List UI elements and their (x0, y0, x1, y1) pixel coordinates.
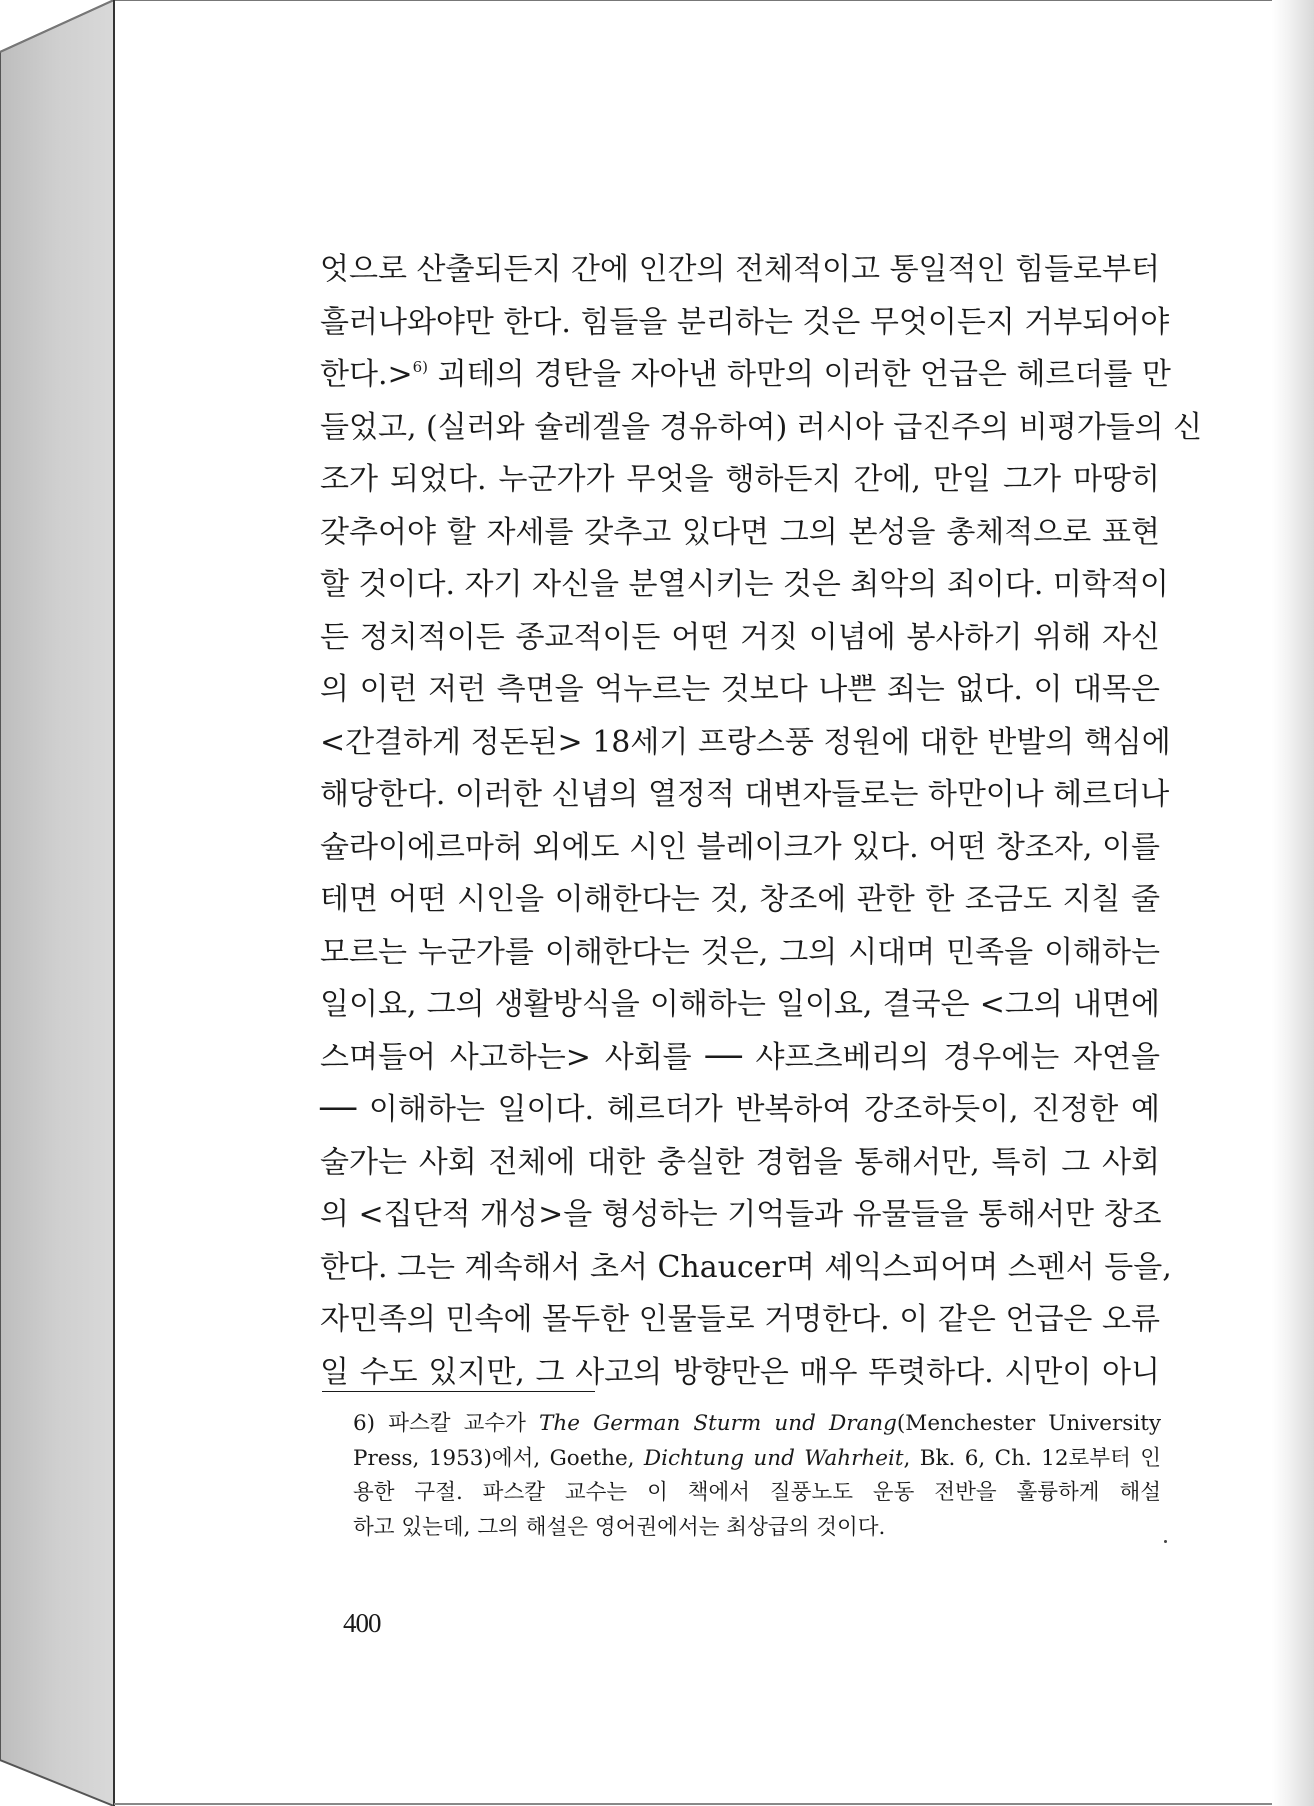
footnote-divider (322, 1391, 595, 1392)
body-line: 일이요, 그의 생활방식을 이해하는 일이요, 결국은 <그의 내면에 (320, 987, 1160, 1022)
footnote-line: 하고 있는데, 그의 해설은 영어권에서는 최상급의 것이다. (353, 1514, 886, 1540)
body-line: ── 이해하는 일이다. 헤르더가 반복하여 강조하듯이, 진정한 예 (320, 1092, 1160, 1127)
body-line: 들었고, (실러와 슐레겔을 경유하여) 러시아 급진주의 비평가들의 신 (320, 409, 1203, 445)
body-line: 엇으로 산출되든지 간에 인간의 전체적이고 통일적인 힘들로부터 (320, 252, 1160, 287)
footnote-book-title: Dichtung und Wahrheit (643, 1445, 904, 1471)
body-line: 일 수도 있지만, 그 사고의 방향만은 매우 뚜렷하다. 시만이 아니 (320, 1354, 1160, 1390)
footnote-marker: 6) (353, 1411, 376, 1436)
body-line: 모르는 누군가를 이해한다는 것은, 그의 시대며 민족을 이해하는 (320, 934, 1160, 970)
body-line: 흘러나와야만 한다. 힘들을 분리하는 것은 무엇이든지 거부되어야 (320, 304, 1170, 340)
footnote-reference: 6) (412, 358, 429, 376)
body-line: 슐라이에르마허 외에도 시인 블레이크가 있다. 어떤 창조자, 이를 (320, 829, 1160, 865)
book-top-edge (0, 0, 1290, 52)
footnote-line (353, 1442, 1161, 1477)
footnote-book-title: The German Sturm und Drang (539, 1411, 897, 1436)
footnote-text: , Bk. 6, Ch. 12로부터 인 (903, 1445, 1161, 1471)
body-text (320, 244, 1203, 1399)
body-line: 해당한다. 이러한 신념의 열정적 대변자들로는 하만이나 헤르더나 (320, 777, 1170, 812)
page-right-shadow (1272, 0, 1314, 1806)
body-line-rest: 괴테의 경탄을 자아낸 하만의 이러한 언급은 헤르더를 만 (437, 357, 1171, 392)
page-number: 400 (343, 1608, 381, 1638)
footnote-text: Press, 1953)에서, Goethe, (353, 1445, 644, 1471)
body-line: 조가 되었다. 누군가가 무엇을 행하든지 간에, 만일 그가 마땅히 (320, 462, 1160, 497)
footnote-line (353, 1407, 1161, 1442)
body-line: 한다. 그는 계속해서 초서 Chaucer며 셰익스피어며 스펜서 등을, (320, 1249, 1172, 1285)
footnote-text: 파스칼 교수가 (388, 1411, 540, 1436)
body-line: <간결하게 정돈된> 18세기 프랑스풍 정원에 대한 반발의 핵심에 (320, 724, 1171, 760)
body-line: 자민족의 민속에 몰두한 인물들로 거명한다. 이 같은 언급은 오류 (320, 1302, 1160, 1337)
body-line: 갖추어야 할 자세를 갖추고 있다면 그의 본성을 총체적으로 표현 (320, 514, 1160, 550)
body-line: 할 것이다. 자기 자신을 분열시키는 것은 최악의 죄이다. 미학적이 (320, 567, 1169, 602)
body-line: 술가는 사회 전체에 대한 충실한 경험을 통해서만, 특히 그 사회 (320, 1144, 1160, 1180)
footnote-line: 용한 구절. 파스칼 교수는 이 책에서 질풍노도 운동 전반을 훌륭하게 해설 (353, 1480, 1161, 1505)
body-line: 스며들어 사고하는> 사회를 ── 샤프츠베리의 경우에는 자연을 (320, 1039, 1160, 1075)
book-spine-face (0, 0, 114, 1806)
footnote (353, 1407, 1161, 1545)
quote-end: 한다.> (320, 357, 413, 392)
footnote-text: (Menchester University (896, 1411, 1161, 1436)
body-line: 의 이런 저런 측면을 억누르는 것보다 나쁜 죄는 없다. 이 대목은 (320, 672, 1160, 707)
body-line: 든 정치적이든 종교적이든 어떤 거짓 이념에 봉사하기 위해 자신 (320, 619, 1160, 655)
scan-speck (1164, 1540, 1167, 1543)
body-line: 의 <집단적 개성>을 형성하는 기억들과 유물들을 통해서만 창조 (320, 1197, 1162, 1232)
body-line: 테면 어떤 시인을 이해한다는 것, 창조에 관한 한 조금도 지칠 줄 (320, 882, 1160, 917)
body-line-with-footnote-ref (320, 349, 1171, 402)
